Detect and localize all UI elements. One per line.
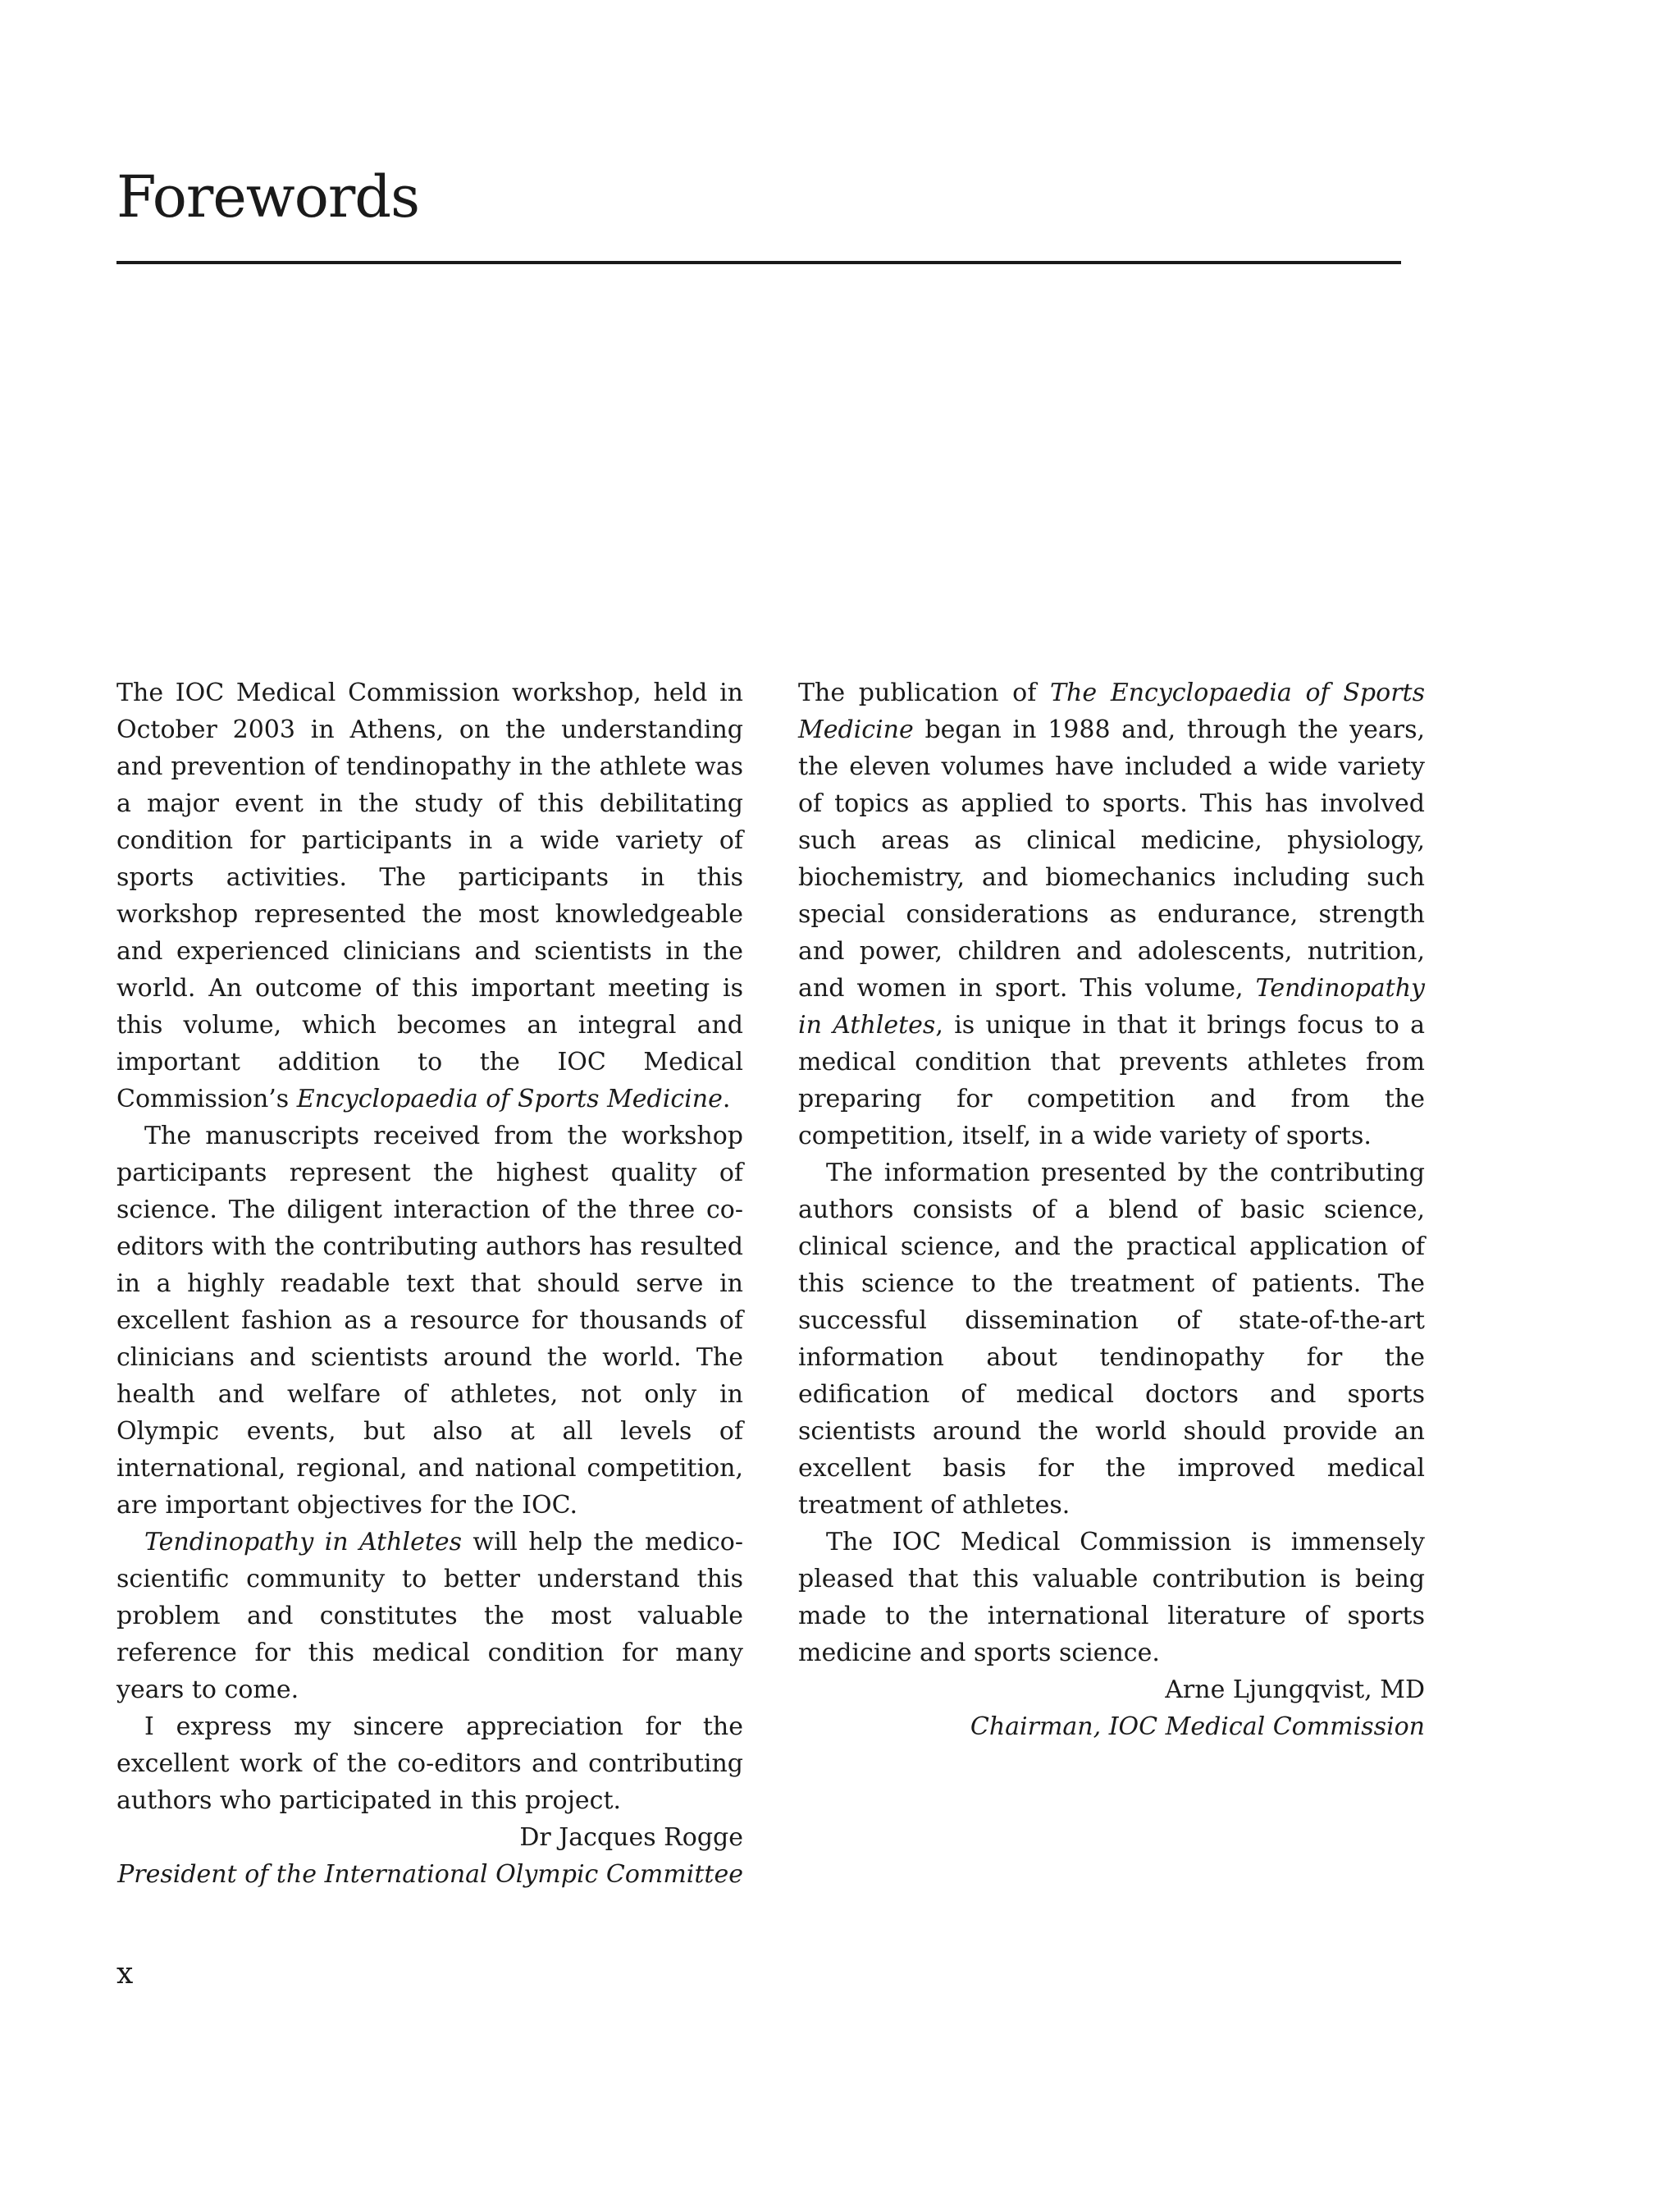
signature-role: Chairman, IOC Medical Commission — [970, 1712, 1425, 1741]
paragraph: The IOC Medical Commission is immensely pleased that this valuable contribution is being made to the international literature of sports medicine and sports science. — [798, 1528, 1425, 1667]
paragraph: The manuscripts received from the workshop participants represent the highest quality of science. The diligent interaction of the three co-editors with the contributing authors has resulted in a highly readable text that should serve in excellent fashion as a resource for thousands of clinicians and scientists around the world. The health and welfare of athletes, not only in Olympic events, but also at all levels of international, regional, and national competition, are important objectives for the IOC. — [116, 1122, 743, 1520]
foreword-ljungqvist — [798, 674, 1425, 1745]
book-title: Tendinopathy in Athletes — [798, 974, 1425, 1040]
book-title: The Encyclopaedia of Sports Medicine — [798, 679, 1425, 744]
paragraph: I express my sincere appreciation for the excellent work of the co-editors and contributing authors who participated in this project. — [116, 1712, 743, 1815]
paragraph: The information presented by the contributing authors consists of a blend of basic science, clinical science, and the practical application of this science to the treatment of patients. The successful dissemination of state-of-the-art information about tendinopathy for the edification of medical doctors and sports scientists around the world should provide an excellent basis for the improved medical treatment of athletes. — [798, 1159, 1425, 1520]
paragraph: The publication of The Encyclopaedia of Sports Medicine began in 1988 and, through the years, the eleven volumes have included a wide variety of topics as applied to sports. This has involved such areas as clinical medicine, physiology, biochemistry, and biomechanics including such special considerations as endurance, strength and power, children and adolescents, nutrition, and women in sport. This volume, Tendinopathy in Athletes, is unique in that it brings focus to a medical condition that prevents athletes from preparing for competition and from the competition, itself, in a wide variety of sports. — [798, 679, 1425, 1150]
book-title: Tendinopathy in Athletes — [144, 1528, 463, 1556]
page-title: Forewords — [116, 163, 420, 231]
signature-role: President of the International Olympic Committee — [117, 1860, 743, 1889]
foreword-rogge — [116, 674, 743, 1893]
page-number: x — [116, 1957, 134, 1991]
book-title: Encyclopaedia of Sports Medicine — [296, 1085, 723, 1113]
paragraph: Tendinopathy in Athletes will help the medico-scientific community to better understand this problem and constitutes the most valuable reference for this medical condition for many years to come. — [116, 1528, 743, 1704]
paragraph: The IOC Medical Commission workshop, held in October 2003 in Athens, on the understanding and prevention of tendinopathy in the athlete was a major event in the study of this debilitating condition for participants in a wide variety of sports activities. The participants in this workshop represented the most knowledgeable and experienced clinicians and scientists in the world. An outcome of this important meeting is this volume, which becomes an integral and important addition to the IOC Medical Commission’s Encyclopaedia of Sports Medicine. — [116, 679, 743, 1113]
signature-name: Arne Ljungqvist, MD — [1165, 1675, 1425, 1704]
title-rule — [116, 261, 1401, 264]
signature-name: Dr Jacques Rogge — [519, 1823, 743, 1852]
